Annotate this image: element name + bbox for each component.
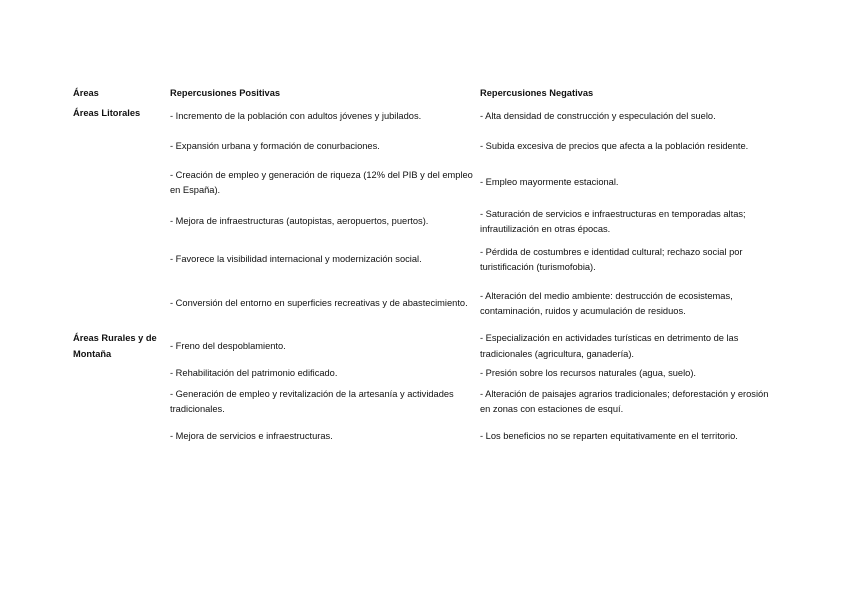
positive-cell: - Expansión urbana y formación de conurbaciones. — [170, 140, 380, 151]
table-header-row — [72, 84, 772, 104]
table-row — [72, 163, 772, 203]
positive-cell: - Generación de empleo y revitalización de la artesanía y actividades tradicionales. — [170, 388, 454, 414]
negative-cell: - Presión sobre los recursos naturales (agua, suelo). — [480, 368, 696, 378]
positive-cell: - Freno del despoblamiento. — [170, 340, 286, 351]
negative-cell: - Los beneficios no se reparten equitativamente en el territorio. — [480, 431, 738, 442]
repercussions-table — [72, 84, 772, 454]
header-positive: Repercusiones Positivas — [170, 88, 281, 99]
table-row — [72, 241, 772, 279]
positive-cell: - Conversión del entorno en superficies recreativas y de abastecimiento. — [170, 298, 468, 309]
area-cell — [72, 421, 169, 454]
table-row — [72, 364, 772, 384]
area-cell — [72, 130, 169, 163]
table-row — [72, 104, 772, 130]
table-row — [72, 329, 772, 364]
negative-cell: - Alteración del medio ambiente: destrucción de ecosistemas, contaminación, ruidos y acumulación de residuos. — [480, 290, 733, 316]
table-row — [72, 384, 772, 421]
negative-cell: - Saturación de servicios e infraestructuras en temporadas altas; infrautilización en otras épocas. — [480, 208, 746, 234]
negative-cell: - Alteración de paisajes agrarios tradicionales; deforestación y erosión en zonas con estaciones de esquí. — [480, 388, 769, 414]
area-cell — [72, 364, 169, 384]
table-row — [72, 279, 772, 329]
area-cell: Áreas Litorales — [73, 108, 141, 118]
positive-cell: - Rehabilitación del patrimonio edificado. — [170, 368, 338, 378]
positive-cell: - Mejora de infraestructuras (autopistas, aeropuertos, puertos). — [170, 216, 429, 227]
area-cell — [72, 384, 169, 421]
area-cell — [72, 163, 169, 203]
negative-cell: - Empleo mayormente estacional. — [480, 177, 619, 188]
positive-cell: - Favorece la visibilidad internacional y modernización social. — [170, 254, 422, 265]
table-row — [72, 130, 772, 163]
positive-cell: - Creación de empleo y generación de riqueza (12% del PIB y del empleo en España). — [170, 169, 473, 195]
negative-cell: - Pérdida de costumbres e identidad cultural; rechazo social por turistificación (turismofobia). — [480, 246, 743, 272]
negative-cell: - Alta densidad de construcción y especulación del suelo. — [480, 111, 716, 122]
positive-cell: - Mejora de servicios e infraestructuras. — [170, 431, 333, 442]
area-cell — [72, 241, 169, 279]
negative-cell: - Especialización en actividades turísticas en detrimento de las tradicionales (agricultura, ganadería). — [480, 333, 739, 359]
header-areas: Áreas — [73, 88, 99, 99]
area-cell — [72, 279, 169, 329]
table-row — [72, 421, 772, 454]
negative-cell: - Subida excesiva de precios que afecta a la población residente. — [480, 140, 749, 151]
area-cell — [72, 203, 169, 241]
header-negative: Repercusiones Negativas — [480, 88, 594, 99]
table-row — [72, 203, 772, 241]
area-cell: Áreas Rurales y de Montaña — [73, 333, 157, 359]
positive-cell: - Incremento de la población con adultos jóvenes y jubilados. — [170, 111, 422, 122]
